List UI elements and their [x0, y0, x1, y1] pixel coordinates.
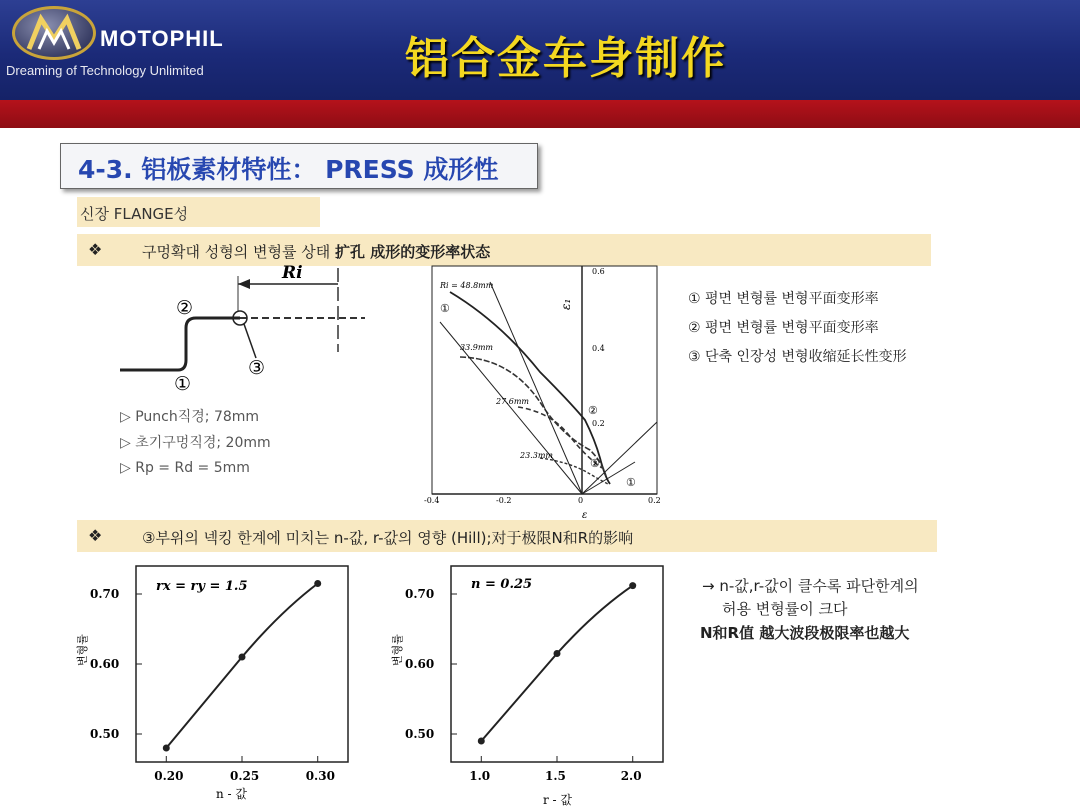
n-data-point	[239, 654, 246, 661]
strain-xtick-0: 0	[578, 496, 584, 505]
logo-mark-icon	[15, 9, 93, 57]
section-title: 4-3. 铝板素材特性： PRESS 成形性	[78, 155, 499, 184]
band1-bullet: ❖	[88, 240, 103, 259]
note-marker-icon: ▷	[120, 435, 131, 451]
n-chart-title: rx = ry = 1.5	[156, 579, 248, 594]
brand-name: MOTOPHIL	[100, 26, 224, 51]
note-radius-text: Rp = Rd = 5mm	[135, 460, 250, 476]
r-xtick-label: 1.5	[545, 769, 566, 783]
strain-xtick-n0.2: -0.2	[496, 496, 512, 505]
note-punch-text: Punch직경; 78mm	[135, 409, 260, 425]
n-xtick-label: 0.20	[154, 769, 184, 783]
n-xtick-label: 0.30	[305, 769, 335, 783]
conclusion-line-2: 허용 변형률이 크다	[722, 600, 848, 618]
flange-label: 신장 FLANGE성	[80, 205, 189, 223]
r-ytick-label: 0.60	[405, 657, 435, 671]
band2-text-ko: ③부위의 넥킹 한계에 미치는 n-값, r-값의 영향 (Hill);	[142, 529, 492, 547]
motophil-logo-icon	[12, 6, 96, 60]
r-chart-title: n = 0.25	[471, 577, 533, 592]
n-ytick-label: 0.50	[90, 727, 120, 741]
r-chart-xlabel: r - 값	[543, 793, 573, 807]
ri-arrowhead-icon	[238, 279, 250, 289]
band1-text-cn: 扩孔 成形的变形率状态	[334, 243, 491, 261]
page-title: 铝合金车身制作	[405, 33, 727, 84]
strain-xtick-0.2: 0.2	[648, 496, 661, 505]
note-punch	[120, 406, 259, 426]
note-hole	[120, 432, 271, 452]
strain-marker-2a: ②	[588, 404, 598, 417]
note-marker-icon: ▷	[120, 409, 131, 425]
flange-profile	[120, 318, 240, 370]
strain-marker-1a: ①	[440, 302, 450, 315]
n-chart-frame	[136, 566, 348, 762]
r-chart-ylabel: 변형률	[391, 634, 404, 666]
note-radius	[120, 460, 250, 476]
marker-1: ①	[174, 373, 192, 395]
flange-diagram	[110, 262, 380, 402]
header-red-stripe	[0, 100, 1080, 128]
r-xtick-label: 1.0	[469, 769, 491, 783]
r-chart-frame	[451, 566, 663, 762]
band2-bullet: ❖	[88, 526, 103, 545]
marker-3: ③	[248, 357, 266, 379]
strain-label-27.6: 27.6mm	[496, 397, 529, 406]
strain-xlabel: ε	[582, 510, 588, 520]
strain-chart	[410, 262, 680, 520]
r-data-point	[554, 650, 561, 657]
legend-item-3: ③ 단축 인장성 변형收缩延长性变形	[688, 349, 907, 365]
strain-label-23.3: 23.3mm	[520, 451, 553, 460]
r-data-point	[629, 582, 636, 589]
n-chart-xlabel: n - 값	[216, 787, 248, 801]
strain-marker-1b: ①	[626, 476, 636, 489]
legend-item-2: ② 평면 변형률 변형平面变形率	[688, 320, 879, 336]
strain-ytick-0.6: 0.6	[592, 267, 605, 276]
n-xtick-label: 0.25	[230, 769, 260, 783]
strain-xtick-n0.4: -0.4	[424, 496, 440, 505]
legend-item-1: ① 평면 변형률 변형平面变形率	[688, 291, 879, 307]
ri-label: Ri	[282, 263, 303, 283]
r-data-point	[478, 738, 485, 745]
band1-text-ko: 구멍확대 성형의 변형률 상태	[142, 243, 335, 261]
n-data-point	[163, 745, 170, 752]
band2-text	[142, 527, 633, 548]
conclusion-line-3: N和R值 越大波段极限率也越大	[700, 624, 910, 642]
marker3-leader	[244, 324, 256, 358]
brand-tagline: Dreaming of Technology Unlimited	[6, 63, 204, 78]
strain-label-48.8: Ri = 48.8mm	[440, 281, 494, 290]
band2-text-cn: 对于极限N和R的影响	[491, 529, 634, 547]
n-ytick-label: 0.70	[90, 587, 120, 601]
n-value-chart	[60, 560, 360, 808]
strain-ylabel: ε₁	[559, 298, 573, 310]
strain-marker-2b: ②	[590, 457, 600, 470]
strain-ytick-0.4: 0.4	[592, 344, 605, 353]
n-chart-ylabel: 변형률	[76, 634, 89, 666]
band1-text	[142, 241, 490, 262]
n-data-point	[314, 580, 321, 587]
conclusion-line-1: → n-값,r-값이 클수록 파단한계의	[702, 577, 919, 595]
note-hole-text: 초기구멍직경; 20mm	[135, 435, 271, 451]
strain-ytick-0.2: 0.2	[592, 419, 605, 428]
note-marker-icon: ▷	[120, 460, 131, 476]
strain-label-33.9: 33.9mm	[460, 343, 493, 352]
r-xtick-label: 2.0	[620, 769, 642, 783]
n-ytick-label: 0.60	[90, 657, 120, 671]
r-value-chart	[375, 560, 675, 808]
marker-2: ②	[176, 297, 194, 319]
r-ytick-label: 0.70	[405, 587, 435, 601]
r-ytick-label: 0.50	[405, 727, 435, 741]
